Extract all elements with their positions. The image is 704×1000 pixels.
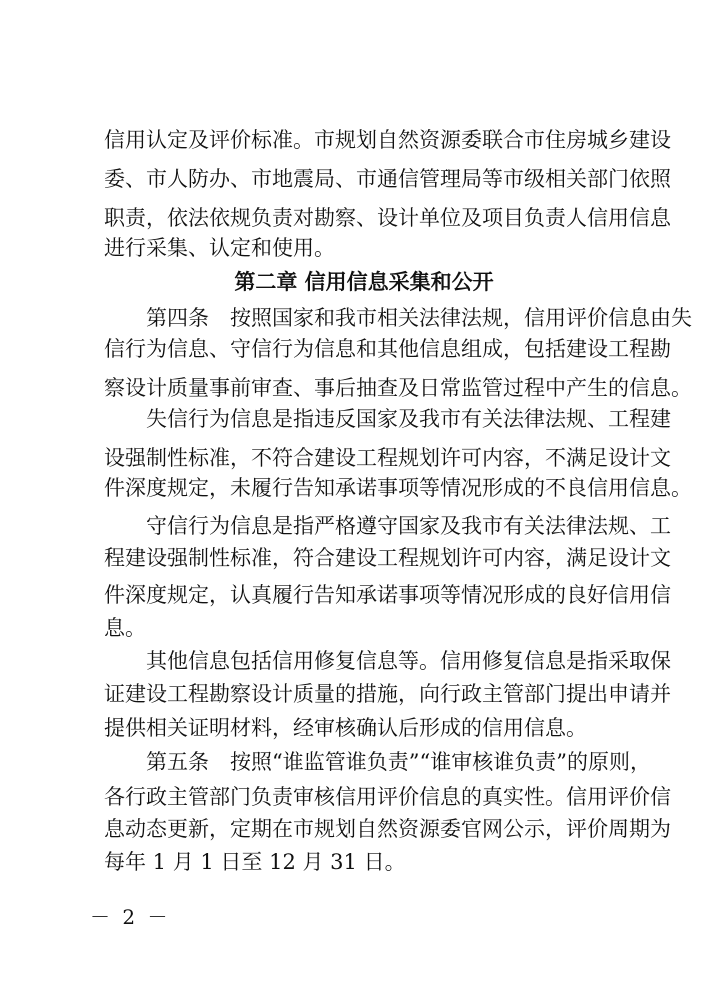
text-line: 信用认定及评价标准。市规划自然资源委联合市住房城乡建设 <box>104 128 671 152</box>
text-line: 信行为信息、守信行为信息和其他信息组成，包括建设工程勘 <box>104 337 671 361</box>
page-number: － 2 － <box>90 905 171 929</box>
text-line: 息。 <box>104 616 146 640</box>
text-line: 各行政主管部门负责审核信用评价信息的真实性。信用评价信 <box>104 785 671 809</box>
text-line: 第四条 按照国家和我市相关法律法规，信用评价信息由失 <box>146 306 692 330</box>
text-line: 息动态更新，定期在市规划自然资源委官网公示，评价周期为 <box>104 817 671 841</box>
chapter-heading: 第二章 信用信息采集和公开 <box>234 270 494 294</box>
text-line: 程建设强制性标准，符合建设工程规划许可内容，满足设计文 <box>104 546 671 570</box>
text-line: 委、市人防办、市地震局、市通信管理局等市级相关部门依照 <box>104 167 671 191</box>
text-line: 设强制性标准，不符合建设工程规划许可内容，不满足设计文 <box>104 446 671 470</box>
text-line: 其他信息包括信用修复信息等。信用修复信息是指采取保 <box>146 649 671 673</box>
text-line: 提供相关证明材料，经审核确认后形成的信用信息。 <box>104 716 587 740</box>
text-line: 进行采集、认定和使用。 <box>104 236 335 260</box>
text-line: 失信行为信息是指违反国家及我市有关法律法规、工程建 <box>146 407 671 431</box>
text-line: 件深度规定，认真履行告知承诺事项等情况形成的良好信用信 <box>104 583 671 607</box>
text-line: 第五条 按照“谁监管谁负责”“谁审核谁负责”的原则， <box>146 750 651 774</box>
text-line: 证建设工程勘察设计质量的措施，向行政主管部门提出申请并 <box>104 682 671 706</box>
text-line: 守信行为信息是指严格遵守国家及我市有关法律法规、工 <box>146 514 671 538</box>
text-line: 件深度规定，未履行告知承诺事项等情况形成的不良信用信息。 <box>104 476 692 500</box>
text-line: 每年 1 月 1 日至 12 月 31 日。 <box>104 850 406 874</box>
text-line: 察设计质量事前审查、事后抽查及日常监管过程中产生的信息。 <box>104 376 692 400</box>
text-line: 职责，依法依规负责对勘察、设计单位及项目负责人信用信息 <box>104 206 671 230</box>
